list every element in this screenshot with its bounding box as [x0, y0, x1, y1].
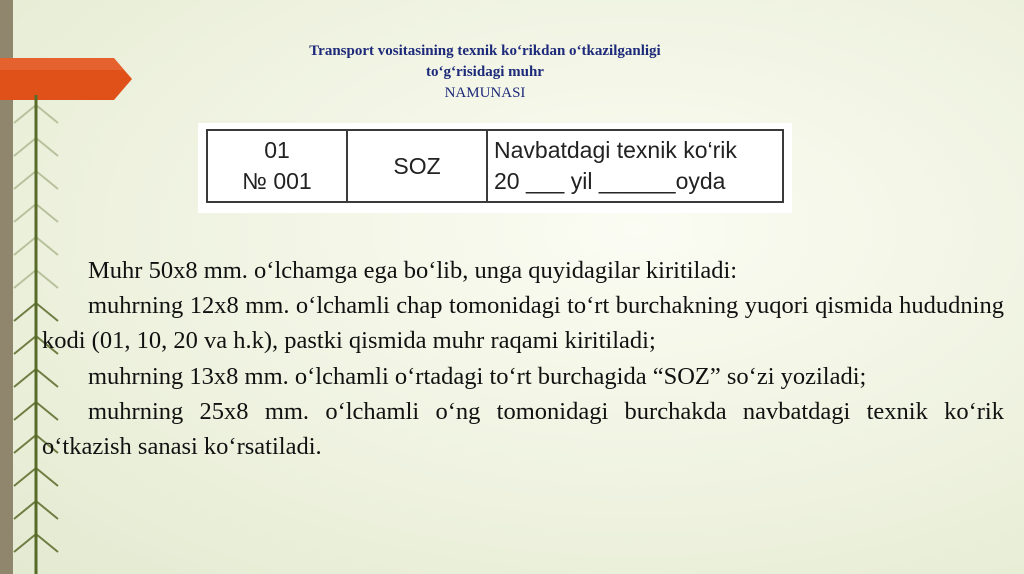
- paragraph-left-part: muhrning 12x8 mm. o‘lchamli chap tomonidagi to‘rt burchakning yuqori qismida hududning kodi (01, 10, 20 va h.k), pastki qismida muhr raqami kiritiladi;: [42, 292, 1004, 355]
- heading-line-3: NAMUNASI: [444, 85, 526, 101]
- orange-arrow-tab: [0, 58, 132, 100]
- paragraph-right-part: muhrning 25x8 mm. o‘lchamli o‘ng tomonidagi burchakda navbatdagi texnik ko‘rik o‘tkazish sanasi ko‘rsatiladi.: [42, 397, 1004, 461]
- heading-line-1: Transport vositasining texnik ko‘rikdan o‘tkazilganligi: [309, 43, 661, 59]
- seal-right-cell: [487, 130, 783, 202]
- seal-number: № 001: [242, 168, 312, 194]
- seal-region-code: 01: [264, 137, 290, 163]
- seal-table: [206, 129, 784, 203]
- body-text: [42, 253, 1004, 464]
- paragraph-intro: Muhr 50x8 mm. o‘lchamga ega bo‘lib, unga quyidagilar kiritiladi:: [88, 257, 738, 284]
- seal-next-inspection-label: Navbatdagi texnik ko‘rik: [494, 137, 737, 163]
- seal-center-cell: SOZ: [347, 130, 487, 202]
- paragraph-middle-part: muhrning 13x8 mm. o‘lchamli o‘rtadagi to‘rt burchagida “SOZ” so‘zi yoziladi;: [88, 362, 867, 390]
- seal-left-cell: [207, 130, 347, 202]
- seal-date-line: 20 ___ yil ______oyda: [494, 168, 726, 194]
- slide-heading: [220, 41, 750, 104]
- heading-line-2: to‘g‘risidagi muhr: [426, 64, 544, 80]
- seal-sample-image: [198, 123, 792, 213]
